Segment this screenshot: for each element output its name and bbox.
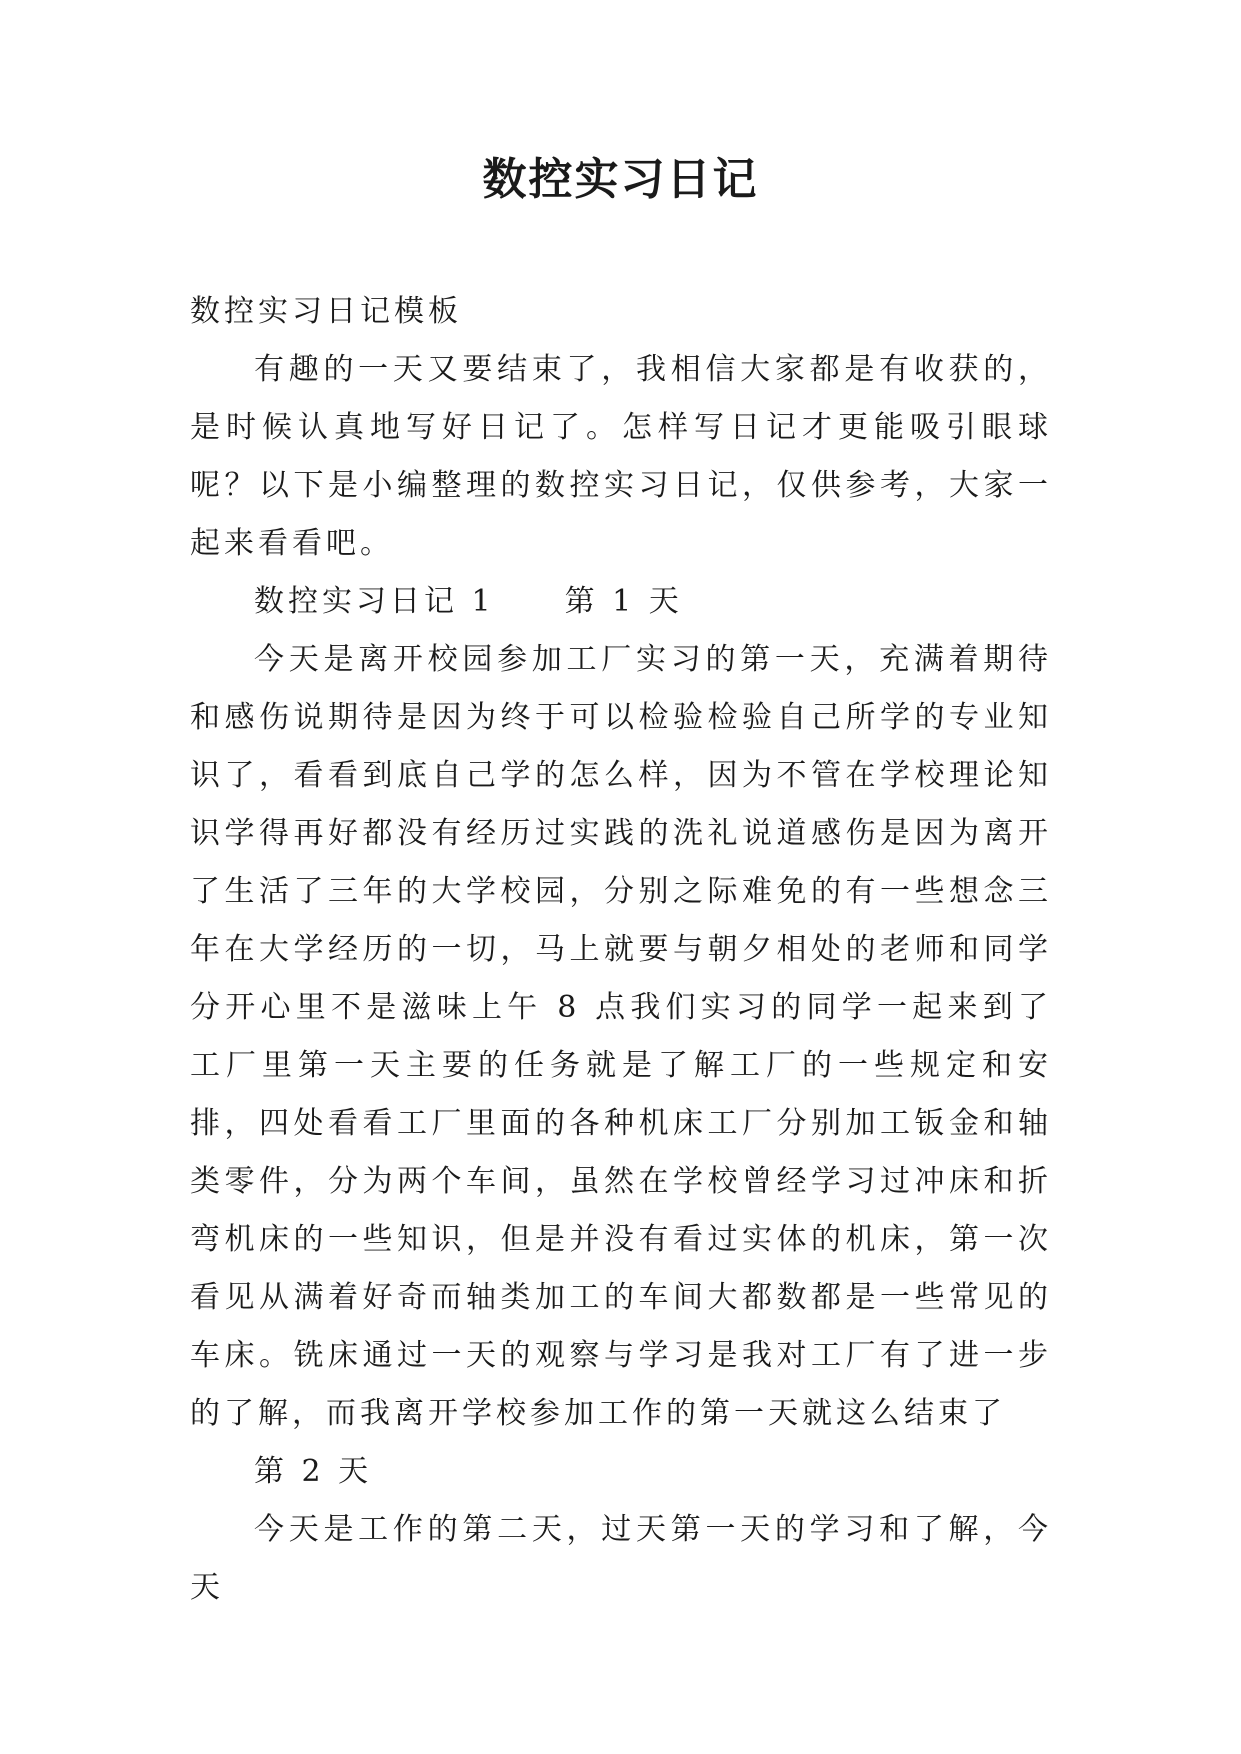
day-2-paragraph: 今天是工作的第二天，过天第一天的学习和了解，今天 <box>190 1512 1052 1605</box>
entry-heading: 数控实习日记 1 <box>254 584 495 619</box>
day-2-label: 第 2 天 <box>254 1454 373 1489</box>
document-body <box>190 283 1052 1617</box>
document-subtitle: 数控实习日记模板 <box>190 294 462 329</box>
intro-paragraph: 有趣的一天又要结束了，我相信大家都是有收获的，是时候认真地写好日记了。怎样写日记才更能吸引眼球呢？以下是小编整理的数控实习日记，仅供参考，大家一起来看看吧。 <box>190 352 1052 561</box>
day-1-label: 第 1 天 <box>564 584 683 619</box>
document-title: 数控实习日记 <box>482 154 759 205</box>
entry-heading-line <box>190 573 1052 631</box>
day-1-paragraph: 今天是离开校园参加工厂实习的第一天，充满着期待和感伤说期待是因为终于可以检验检验自己所学的专业知识了，看看到底自己学的怎么样，因为不管在学校理论知识学得再好都没有经历过实践的洗礼说道感伤是因为离开了生活了三年的大学校园，分别之际难免的有一些想念三年在大学经历的一切，马上就要与朝夕相处的老师和同学分开心里不是滋味上午 8 点我们实习的同学一起来到了工厂里第一天主要的任务就是了解工厂的一些规定和安排，四处看看工厂里面的各种机床工厂分别加工钣金和轴类零件，分为两个车间，虽然在学校曾经学习过冲床和折弯机床的一些知识，但是并没有看过实体的机床，第一次看见从满着好奇而轴类加工的车间大都数都是一些常见的车床。铣床通过一天的观察与学习是我对工厂有了进一步的了解，而我离开学校参加工作的第一天就这么结束了 <box>190 642 1052 1431</box>
